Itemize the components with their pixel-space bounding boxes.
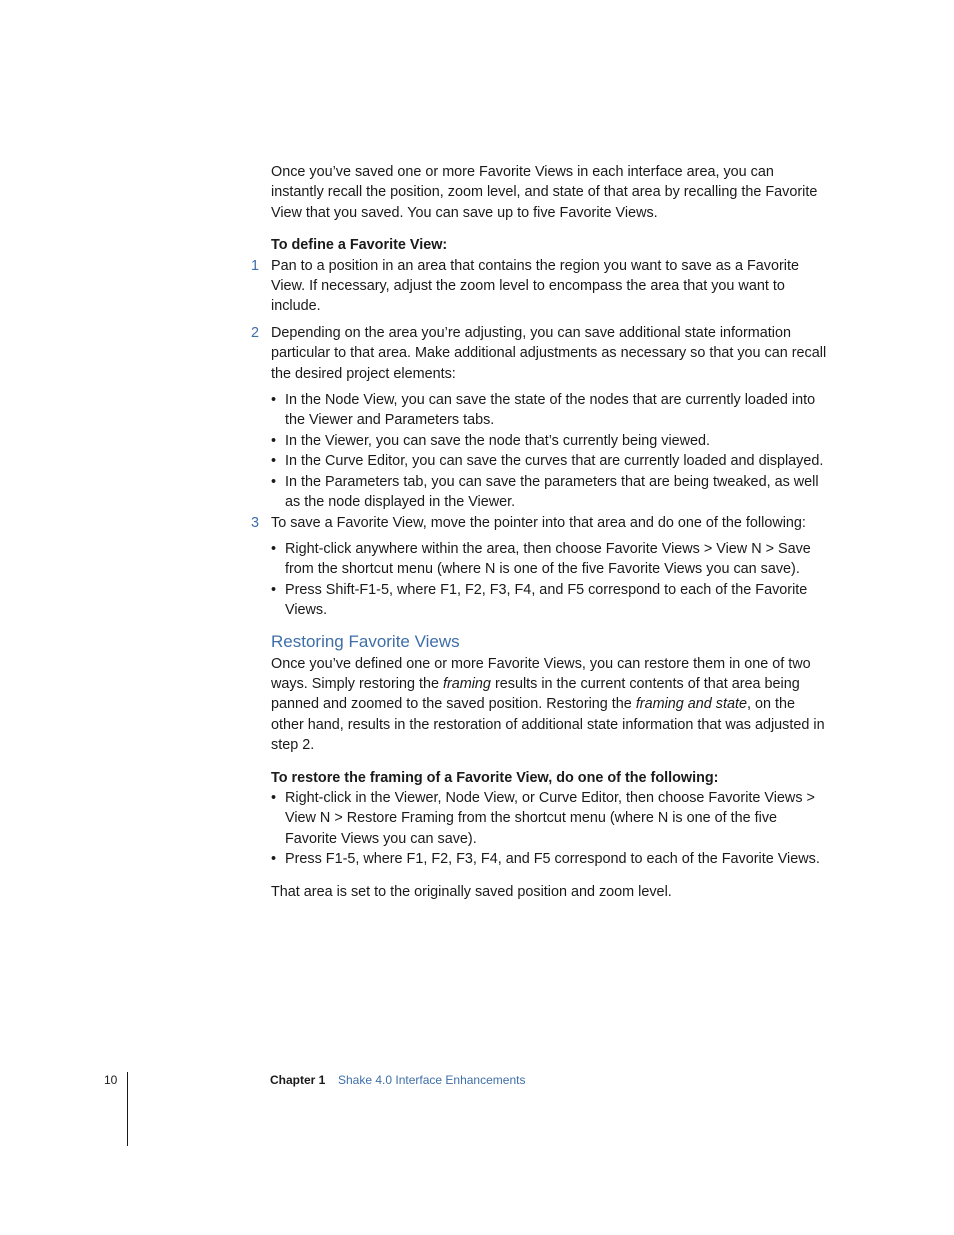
restore-text-part: results in the current contents of that area being panned and zoomed to the saved position. Restoring the bbox=[271, 675, 800, 713]
step-3 bbox=[251, 513, 827, 533]
intro-paragraph: Once you’ve saved one or more Favorite Views in each interface area, you can instantly recall the position, zoom level, and state of that area by recalling the Favorite View that you saved. You can save up to five Favorite Views. bbox=[271, 164, 818, 221]
list-item: • Press F1-5, where F1, F2, F3, F4, and F5 correspond to each of the Favorite Views. bbox=[271, 849, 827, 869]
footer-chapter-label: Chapter 1 bbox=[270, 1073, 326, 1087]
step-number: 1 bbox=[251, 257, 260, 274]
step-3-bullet-list bbox=[271, 539, 827, 621]
restore-text-part: Once you’ve defined one or more Favorite Views, you can restore them in one of two ways. Simply restoring the bbox=[271, 655, 811, 692]
list-item: • In the Curve Editor, you can save the curves that are currently loaded and displayed. bbox=[271, 451, 827, 471]
restore-bullet-list bbox=[271, 788, 827, 870]
list-item: • Press Shift-F1-5, where F1, F2, F3, F4, and F5 correspond to each of the Favorite Views. bbox=[271, 580, 827, 621]
step-2-bullet-list bbox=[271, 390, 827, 512]
footer-chapter-title: Shake 4.0 Interface Enhancements bbox=[338, 1073, 526, 1087]
closing-paragraph: That area is set to the originally saved position and zoom level. bbox=[271, 883, 672, 900]
section-heading: Restoring Favorite Views bbox=[271, 631, 460, 651]
step-1 bbox=[251, 256, 827, 317]
step-text: To save a Favorite View, move the pointer into that area and do one of the following: bbox=[271, 514, 806, 531]
restore-paragraph bbox=[271, 654, 827, 756]
list-item: • Right-click in the Viewer, Node View, or Curve Editor, then choose Favorite Views > View N > Restore Framing from the shortcut menu (where N is one of the five Favorite Views you can save). bbox=[271, 788, 827, 849]
restore-text-part: , on the other hand, results in the restoration of additional state information that was adjusted in step 2. bbox=[271, 696, 825, 754]
list-item: • In the Parameters tab, you can save the parameters that are being tweaked, as well as the node displayed in the Viewer. bbox=[271, 472, 827, 513]
restore-emphasis-framing-state: framing and state bbox=[635, 696, 748, 713]
page-body bbox=[251, 162, 827, 902]
define-procedure-heading: To define a Favorite View: bbox=[271, 237, 448, 254]
step-text: Pan to a position in an area that contains the region you want to save as a Favorite View. If necessary, adjust the zoom level to encompass the area that you want to include. bbox=[271, 257, 799, 315]
list-item: • In the Viewer, you can save the node that’s currently being viewed. bbox=[271, 431, 827, 451]
restore-emphasis-framing: framing bbox=[442, 675, 491, 692]
step-number: 3 bbox=[251, 514, 260, 531]
step-number: 2 bbox=[251, 324, 260, 341]
step-text: Depending on the area you’re adjusting, you can save additional state information particular to that area. Make additional adjustments as necessary so that you can recall the desired project elements: bbox=[271, 324, 827, 382]
list-item: • In the Node View, you can save the state of the nodes that are currently loaded into the Viewer and Parameters tabs. bbox=[271, 390, 827, 431]
page-number: 10 bbox=[104, 1073, 118, 1087]
restore-procedure-heading: To restore the framing of a Favorite View, do one of the following: bbox=[271, 769, 719, 786]
footer-divider bbox=[127, 1072, 128, 1146]
step-2 bbox=[251, 323, 827, 384]
list-item: • Right-click anywhere within the area, then choose Favorite Views > View N > Save from the shortcut menu (where N is one of the five Favorite Views you can save). bbox=[271, 539, 827, 580]
